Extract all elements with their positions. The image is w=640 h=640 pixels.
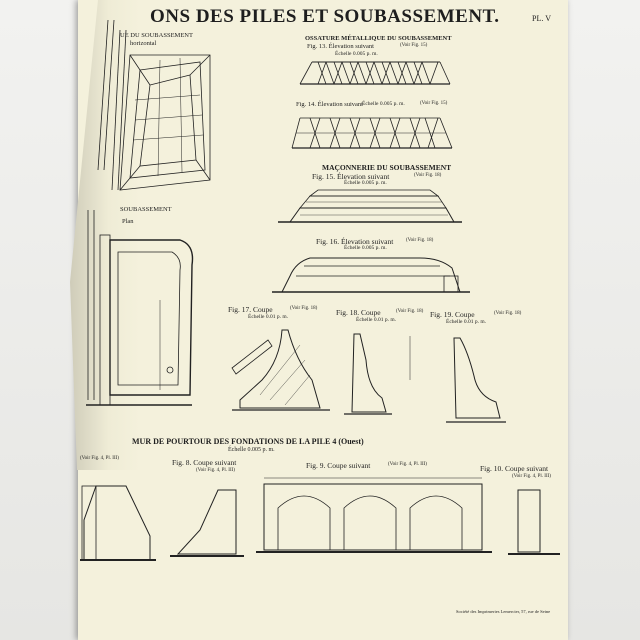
fig8-wall-section (170, 490, 244, 556)
left-mid-sublabel: Plan (122, 218, 134, 225)
fig13-caption: Fig. 13. Élevation suivant (307, 43, 374, 50)
fig19-scale: Échelle 0.01 p. m. (446, 319, 487, 325)
fig13-scale: Échelle 0.005 p. m. (335, 51, 378, 57)
fig17-ref: (Voir Fig. 18) (290, 306, 318, 311)
fig14-scale: Échelle 0.005 p. m. (362, 101, 405, 107)
fig9-ref: (Voir Fig. 4, Pl. III) (388, 462, 427, 467)
fig13-truss-drawing (300, 62, 450, 84)
fig18-section-drawing (344, 334, 410, 414)
fig15-scale: Échelle 0.005 p. m. (344, 180, 387, 186)
fig9-arches-section (256, 478, 492, 552)
mur-scale: Échelle 0.005 p. m. (228, 447, 275, 453)
fig17-caption: Fig. 17. Coupe (228, 305, 273, 314)
fig10-ref: (Voir Fig. 4, Pl. III) (512, 474, 551, 479)
fig18-ref: (Voir Fig. 18) (396, 309, 424, 314)
fig18-caption: Fig. 18. Coupe (336, 308, 381, 317)
framework-perspective-drawing (120, 55, 210, 190)
left-top-sublabel: horizontal (130, 40, 157, 47)
left-mid-label: SOUBASSEMENT (120, 206, 172, 213)
fig17-section-drawing (232, 330, 330, 410)
fig8-ref: (Voir Fig. 4, Pl. III) (196, 468, 235, 473)
fig18-scale: Échelle 0.01 p. m. (356, 317, 397, 323)
fig15-ref: (Voir Fig. 18) (414, 173, 442, 178)
fig13-ref: (Voir Fig. 15) (400, 43, 428, 48)
fig16-masonry-drawing (272, 258, 470, 292)
left-top-label: UE DU SOUBASSEMENT (120, 32, 193, 39)
plan-view-drawing (86, 235, 193, 405)
fig16-scale: Échelle 0.005 p. m. (344, 245, 387, 251)
mur-heading: MUR DE POURTOUR DES FONDATIONS DE LA PILE 4 (Ouest) (132, 437, 364, 446)
fig16-caption: Fig. 16. Élevation suivant (316, 237, 394, 246)
fig15-masonry-drawing (278, 190, 462, 222)
plate-number: PL. V (532, 14, 551, 23)
maconnerie-heading: MAÇONNERIE DU SOUBASSEMENT (322, 163, 452, 172)
fig17-scale: Échelle 0.01 p. m. (248, 314, 289, 320)
fig14-truss-drawing (292, 118, 452, 148)
fig10-caption: Fig. 10. Coupe suivant (480, 464, 549, 473)
ossature-heading: OSSATURE MÉTALLIQUE DU SOUBASSEMENT (305, 35, 452, 42)
printer-credit: Société des Imprimeries Lemercier, 57, rue de Seine (456, 609, 551, 614)
fig16-ref: (Voir Fig. 18) (406, 238, 434, 243)
fig9-caption: Fig. 9. Coupe suivant (306, 461, 371, 470)
fig19-ref: (Voir Fig. 18) (494, 311, 522, 316)
fig14-caption: Fig. 14. Élevation suivant (296, 101, 363, 108)
fig19-caption: Fig. 19. Coupe (430, 310, 475, 319)
fig14-ref: (Voir Fig. 15) (420, 101, 448, 106)
plate-title: ONS DES PILES ET SOUBASSEMENT. (150, 6, 500, 27)
fig15-caption: Fig. 15. Élevation suivant (312, 172, 390, 181)
fig8-caption: Fig. 8. Coupe suivant (172, 458, 237, 467)
fig-left-wall-section (80, 486, 156, 560)
fig19-section-drawing (446, 338, 506, 422)
fig10-wall-section (508, 490, 560, 554)
left-page-lines (88, 20, 126, 400)
fig-left-ref: (Voir Fig. 4, Pl. III) (80, 456, 119, 461)
